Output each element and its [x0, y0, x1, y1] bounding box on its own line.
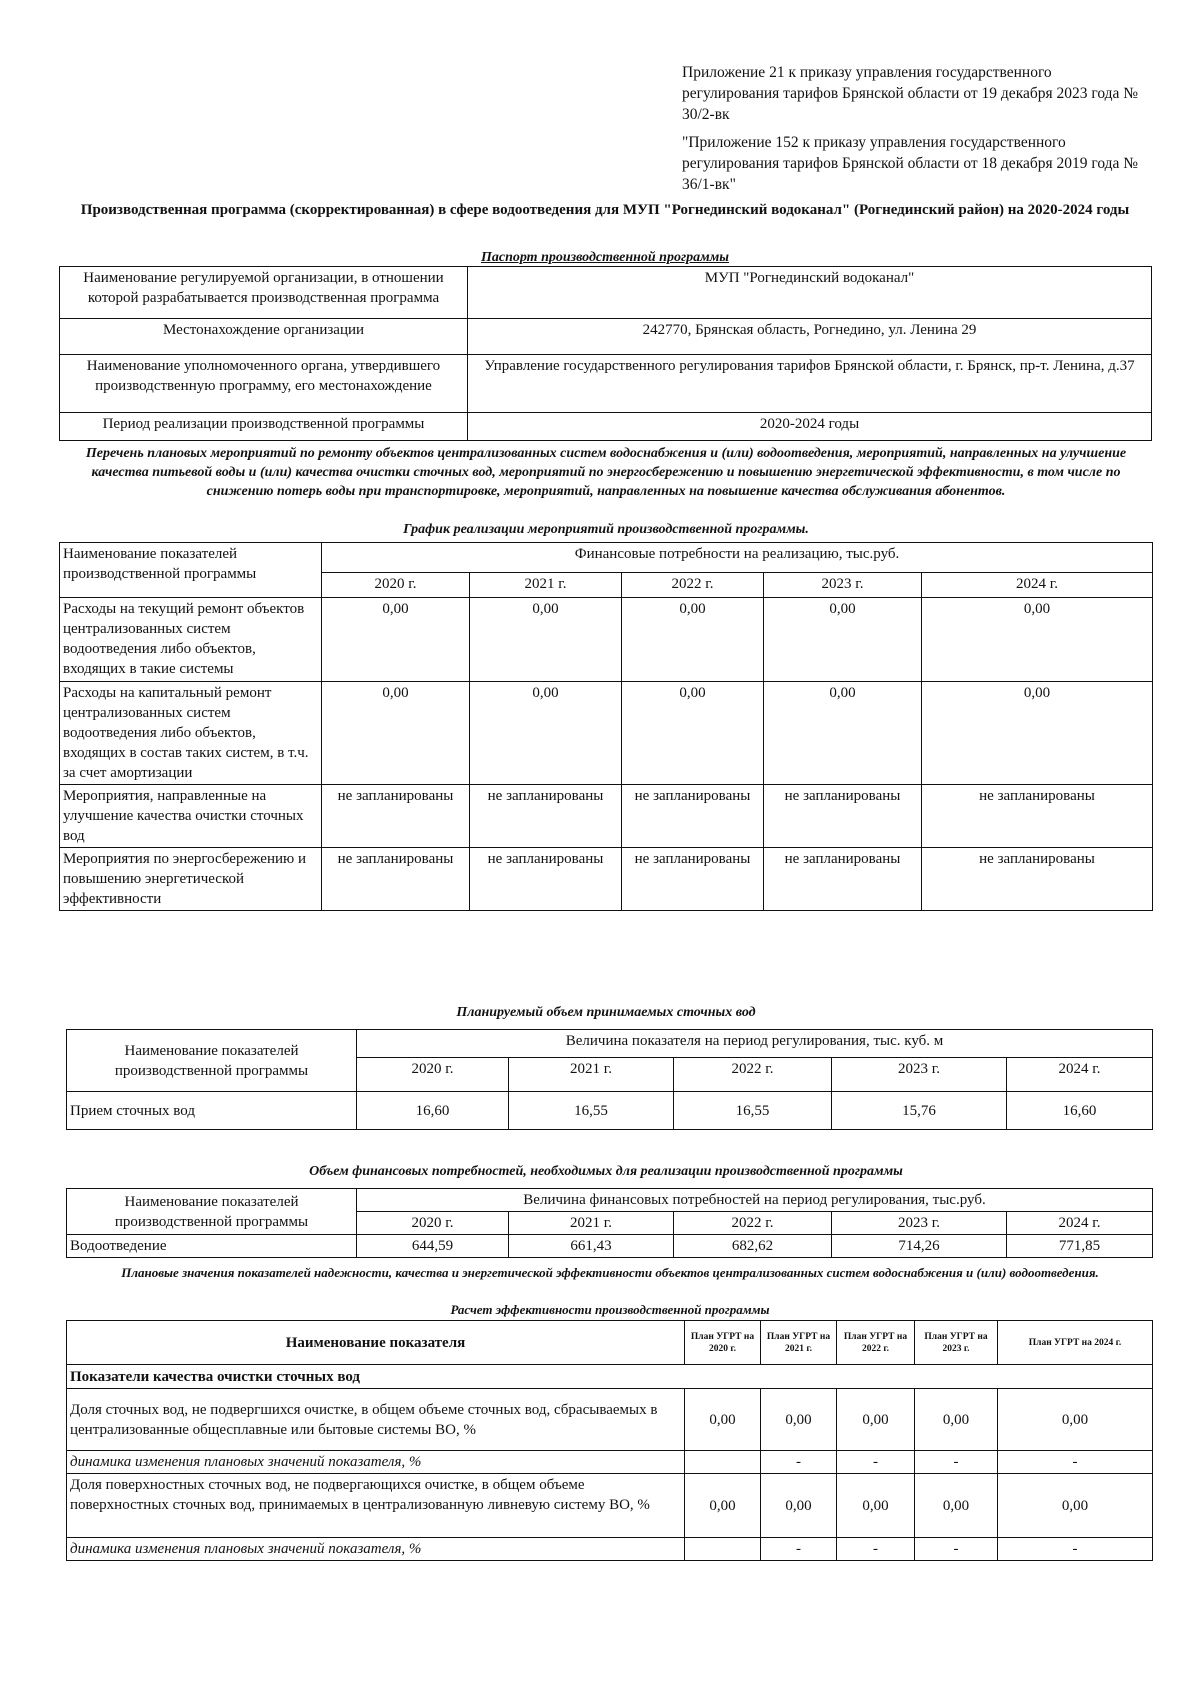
measure-name: Мероприятия по энергосбережению и повышению энергетической эффективности [60, 848, 322, 911]
plan-header: План УГРТ на 2021 г. [761, 1321, 837, 1365]
dynamics-value: - [837, 1451, 915, 1474]
efficiency-caption: Плановые значения показателей надежности, качества и энергетической эффективности объектов централизованных систем водоснабжения и (или) водоотведения. [121, 1265, 1099, 1280]
measure-value: не запланированы [470, 785, 622, 848]
efficiency-head-name: Наименование показателя [67, 1321, 685, 1365]
measures-caption: Перечень плановых мероприятий по ремонту объектов централизованных систем водоснабжения и (или) водоотведения, мероприятий, направленных на улучшение качества питьевой воды и (или) качества очистки сточных вод, мероприятий по энергосбережению и повышению энергетической эффективности, в том числе по снижению потерь воды при транспортировке, мероприятий, направленных на повышение качества обслуживания абонентов. [85, 446, 1127, 499]
indicator-name: Доля поверхностных сточных вод, не подвергающихся очистке, в общем объеме поверхностных сточных вод, принимаемых в централизованную ливневую систему ВО, % [67, 1474, 685, 1538]
year-header: 2024 г. [1007, 1212, 1153, 1235]
measure-value: не запланированы [322, 848, 470, 911]
dynamics-value [685, 1451, 761, 1474]
dynamics-label: динамика изменения плановых значений показателя, % [67, 1451, 685, 1474]
measure-value: не запланированы [622, 785, 764, 848]
measure-value: не запланированы [922, 848, 1153, 911]
year-header: 2024 г. [1007, 1058, 1153, 1092]
year-header: 2023 г. [832, 1058, 1007, 1092]
finance-head-val: Величина финансовых потребностей на период регулирования, тыс.руб. [357, 1189, 1153, 1212]
finance-value: 771,85 [1007, 1235, 1153, 1258]
indicator-value: 0,00 [837, 1474, 915, 1538]
passport-value: Управление государственного регулирования тарифов Брянской области, г. Брянск, пр-т. Ленина, д.37 [468, 355, 1152, 413]
measure-value: не запланированы [764, 785, 922, 848]
appendix-21-note: Приложение 21 к приказу управления государственного регулирования тарифов Брянской области от 19 декабря 2023 года № 30/2-вк [682, 64, 1139, 123]
efficiency-table [66, 1320, 1153, 1561]
indicator-value: 0,00 [837, 1389, 915, 1451]
efficiency-calc-caption: Расчет эффективности производственной программы [450, 1302, 770, 1317]
year-header: 2020 г. [357, 1212, 509, 1235]
appendix-152-note: "Приложение 152 к приказу управления государственного регулирования тарифов Брянской области от 18 декабря 2019 года № 36/1-вк" [682, 134, 1139, 193]
measure-name: Расходы на текущий ремонт объектов централизованных систем водоотведения либо объектов, входящих в такие системы [60, 598, 322, 682]
finance-value: 682,62 [674, 1235, 832, 1258]
dynamics-value: - [761, 1538, 837, 1561]
measures-head-name: Наименование показателей производственной программы [60, 543, 322, 598]
passport-label: Период реализации производственной программы [60, 413, 468, 441]
measure-value: 0,00 [322, 682, 470, 785]
indicator-value: 0,00 [685, 1474, 761, 1538]
passport-label: Местонахождение организации [60, 319, 468, 355]
plan-header: План УГРТ на 2023 г. [915, 1321, 998, 1365]
volume-value: 16,55 [674, 1092, 832, 1130]
indicator-value: 0,00 [998, 1389, 1153, 1451]
measure-value: 0,00 [764, 682, 922, 785]
measure-value: 0,00 [470, 598, 622, 682]
volume-value: 16,55 [509, 1092, 674, 1130]
finance-value: 644,59 [357, 1235, 509, 1258]
volume-table [66, 1029, 1153, 1130]
measures-table [59, 542, 1153, 911]
indicator-value: 0,00 [685, 1389, 761, 1451]
finance-table [66, 1188, 1153, 1258]
volume-value: 16,60 [357, 1092, 509, 1130]
measure-value: 0,00 [622, 598, 764, 682]
volume-value: 16,60 [1007, 1092, 1153, 1130]
finance-value: 661,43 [509, 1235, 674, 1258]
year-header: 2022 г. [674, 1212, 832, 1235]
passport-value: 2020-2024 годы [468, 413, 1152, 441]
efficiency-section: Показатели качества очистки сточных вод [67, 1365, 1153, 1389]
passport-label: Наименование уполномоченного органа, утвердившего производственную программу, его местонахождение [60, 355, 468, 413]
schedule-caption: График реализации мероприятий производственной программы. [403, 522, 809, 537]
measure-value: 0,00 [322, 598, 470, 682]
dynamics-value [685, 1538, 761, 1561]
dynamics-label: динамика изменения плановых значений показателя, % [67, 1538, 685, 1561]
finance-head-name: Наименование показателей производственной программы [67, 1189, 357, 1235]
year-header: 2021 г. [509, 1058, 674, 1092]
plan-header: План УГРТ на 2020 г. [685, 1321, 761, 1365]
measure-value: 0,00 [622, 682, 764, 785]
passport-value: 242770, Брянская область, Рогнедино, ул. Ленина 29 [468, 319, 1152, 355]
passport-label: Наименование регулируемой организации, в отношении которой разрабатывается производственная программа [60, 267, 468, 319]
year-header: 2024 г. [922, 573, 1153, 598]
year-header: 2023 г. [832, 1212, 1007, 1235]
document-title: Производственная программа (скорректированная) в сфере водоотведения для МУП "Рогнединский водоканал" (Рогнединский район) на 2020-2024 годы [80, 202, 1130, 218]
dynamics-value: - [998, 1451, 1153, 1474]
year-header: 2020 г. [357, 1058, 509, 1092]
indicator-value: 0,00 [915, 1474, 998, 1538]
indicator-name: Доля сточных вод, не подвергшихся очистке, в общем объеме сточных вод, сбрасываемых в централизованные общесплавные или бытовые системы ВО, % [67, 1389, 685, 1451]
measure-value: не запланированы [322, 785, 470, 848]
finance-row-name: Водоотведение [67, 1235, 357, 1258]
dynamics-value: - [915, 1538, 998, 1561]
volume-value: 15,76 [832, 1092, 1007, 1130]
measure-value: 0,00 [922, 682, 1153, 785]
volume-caption: Планируемый объем принимаемых сточных вод [456, 1005, 756, 1020]
dynamics-value: - [998, 1538, 1153, 1561]
year-header: 2021 г. [509, 1212, 674, 1235]
year-header: 2020 г. [322, 573, 470, 598]
dynamics-value: - [837, 1538, 915, 1561]
measure-value: не запланированы [764, 848, 922, 911]
indicator-value: 0,00 [998, 1474, 1153, 1538]
finance-value: 714,26 [832, 1235, 1007, 1258]
measures-head-fin: Финансовые потребности на реализацию, тыс.руб. [322, 543, 1153, 573]
year-header: 2022 г. [622, 573, 764, 598]
measure-name: Расходы на капитальный ремонт централизованных систем водоотведения либо объектов, входящих в состав таких систем, в т.ч. за счет амортизации [60, 682, 322, 785]
passport-value: МУП "Рогнединский водоканал" [468, 267, 1152, 319]
year-header: 2021 г. [470, 573, 622, 598]
indicator-value: 0,00 [761, 1474, 837, 1538]
measure-value: 0,00 [470, 682, 622, 785]
indicator-value: 0,00 [915, 1389, 998, 1451]
measure-value: не запланированы [622, 848, 764, 911]
dynamics-value: - [915, 1451, 998, 1474]
year-header: 2023 г. [764, 573, 922, 598]
measure-value: 0,00 [764, 598, 922, 682]
dynamics-value: - [761, 1451, 837, 1474]
measure-name: Мероприятия, направленные на улучшение качества очистки сточных вод [60, 785, 322, 848]
plan-header: План УГРТ на 2024 г. [998, 1321, 1153, 1365]
volume-row-name: Прием сточных вод [67, 1092, 357, 1130]
measure-value: не запланированы [922, 785, 1153, 848]
measure-value: 0,00 [922, 598, 1153, 682]
plan-header: План УГРТ на 2022 г. [837, 1321, 915, 1365]
year-header: 2022 г. [674, 1058, 832, 1092]
finance-caption: Объем финансовых потребностей, необходимых для реализации производственной программы [309, 1164, 903, 1179]
passport-table [59, 266, 1152, 441]
volume-head-name: Наименование показателей производственной программы [67, 1030, 357, 1092]
passport-caption: Паспорт производственной программы [480, 250, 730, 265]
indicator-value: 0,00 [761, 1389, 837, 1451]
measure-value: не запланированы [470, 848, 622, 911]
volume-head-val: Величина показателя на период регулирования, тыс. куб. м [357, 1030, 1153, 1058]
